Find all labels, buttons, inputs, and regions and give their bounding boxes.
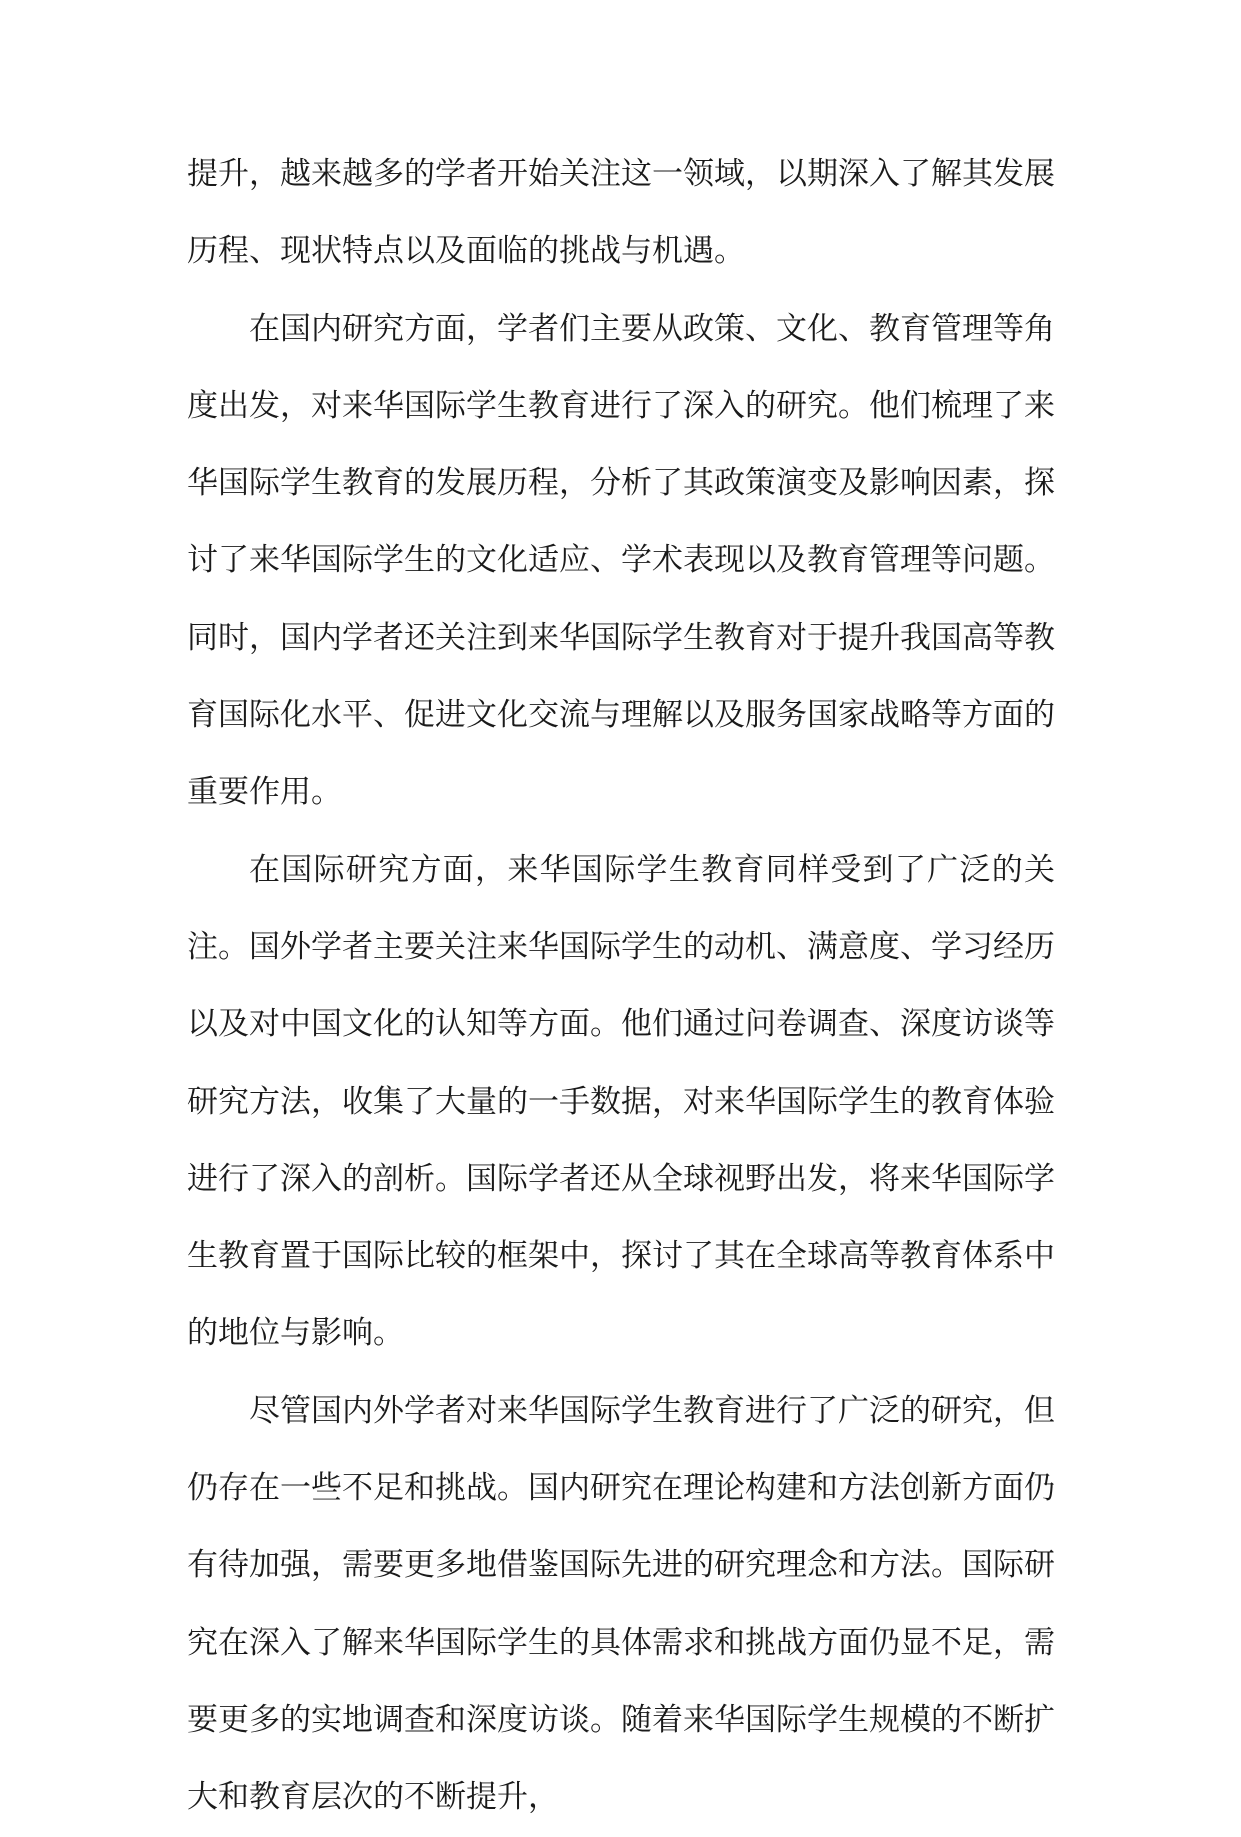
- paragraph-3: 在国际研究方面，来华国际学生教育同样受到了广泛的关注。国外学者主要关注来华国际学生的动机、满意度、学习经历以及对中国文化的认知等方面。他们通过问卷调查、深度访谈等研究方法，收集了大量的一手数据，对来华国际学生的教育体验进行了深入的剖析。国际学者还从全球视野出发，将来华国际学生教育置于国际比较的框架中，探讨了其在全球高等教育体系中的地位与影响。: [187, 851, 1055, 1352]
- paragraph-4: 尽管国内外学者对来华国际学生教育进行了广泛的研究，但仍存在一些不足和挑战。国内研究在理论构建和方法创新方面仍有待加强，需要更多地借鉴国际先进的研究理念和方法。国际研究在深入了解来华国际学生的具体需求和挑战方面仍显不足，需要更多的实地调查和深度访谈。随着来华国际学生规模的不断扩大和教育层次的不断提升，: [187, 1392, 1055, 1816]
- document-body: [187, 136, 1055, 1837]
- paragraph-2: 在国内研究方面，学者们主要从政策、文化、教育管理等角度出发，对来华国际学生教育进行了深入的研究。他们梳理了来华国际学生教育的发展历程，分析了其政策演变及影响因素，探讨了来华国际学生的文化适应、学术表现以及教育管理等问题。同时，国内学者还关注到来华国际学生教育对于提升我国高等教育国际化水平、促进文化交流与理解以及服务国家战略等方面的重要作用。: [187, 310, 1055, 811]
- paragraph-1: 提升，越来越多的学者开始关注这一领域，以期深入了解其发展历程、现状特点以及面临的挑战与机遇。: [187, 156, 1055, 270]
